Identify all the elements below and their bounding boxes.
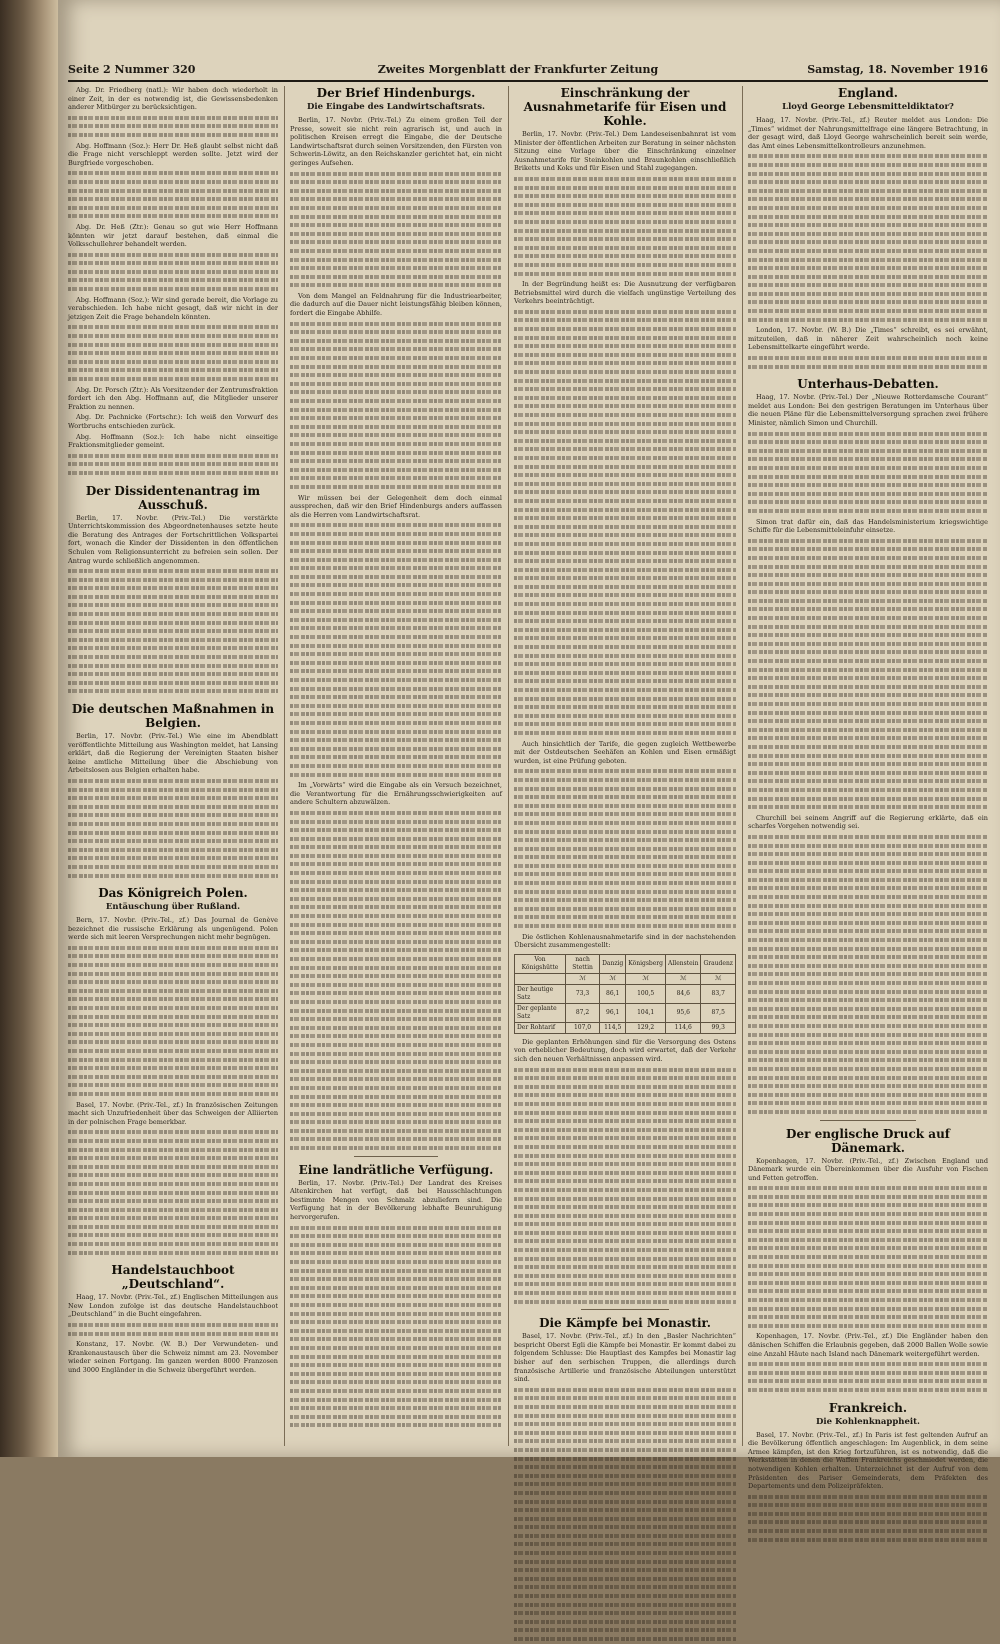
column-2 bbox=[290, 86, 502, 1446]
article-paragraph: Von dem Mangel an Feldnahrung für die Industriearbeiter, die dadurch auf die Dauer nicht leistungsfähig bleiben können, fordert die Eingabe Abhilfe. bbox=[290, 291, 502, 318]
article-paragraph: Berlin, 17. Novbr. (Priv.-Tel.) Dem Landeseisenbahnrat ist vom Minister der öffentlichen Arbeiten zur Beratung in seiner nächsten Sitzung eine Vorlage über die Einschränkung einzelner Ausnahmetarife für Steinkohlen und Braunkohlen einschließlich Briketts und Koks und für Eisen und Stahl zugegangen. bbox=[514, 130, 736, 173]
table-header-cell: Graudenz bbox=[701, 954, 736, 973]
table-cell: 100,5 bbox=[626, 984, 666, 1003]
table-cell: 104,1 bbox=[626, 1003, 666, 1022]
article-paragraph: Abg. Hoffmann (Soz.): Ich habe nicht einseitige Fraktionsmitglieder gemeint. bbox=[68, 432, 278, 450]
text-lines bbox=[290, 320, 502, 492]
newspaper-title: Zweites Morgenblatt der Frankfurter Zeitung bbox=[377, 63, 659, 76]
table-cell: 87,2 bbox=[565, 1003, 599, 1022]
table-cell: 95,6 bbox=[666, 1003, 701, 1022]
headline-tariffs: Einschränkung der Ausnahmetarife für Eisen und Kohle. bbox=[523, 86, 727, 128]
text-lines bbox=[290, 521, 502, 779]
text-lines bbox=[290, 809, 502, 1153]
table-units-row bbox=[515, 973, 736, 984]
table-cell: 84,6 bbox=[666, 984, 701, 1003]
text-lines bbox=[68, 1321, 278, 1338]
headline-belgium: Die deutschen Maßnahmen in Belgien. bbox=[71, 702, 275, 730]
table-unit-cell: ℳ bbox=[666, 973, 701, 984]
text-lines bbox=[514, 308, 736, 738]
table-cell: 114,5 bbox=[600, 1022, 626, 1033]
text-lines bbox=[748, 1360, 988, 1394]
text-lines bbox=[68, 944, 278, 1099]
text-lines bbox=[290, 170, 502, 290]
column-3 bbox=[514, 86, 736, 1446]
text-lines bbox=[748, 1493, 988, 1545]
coal-tariff-table bbox=[514, 954, 736, 1034]
table-cell: Der geplante Satz bbox=[515, 1003, 566, 1022]
article-paragraph: Haag, 17. Novbr. (Priv.-Tel., zf.) Englischen Mitteilungen aus New London zufolge ist das deutsche Handelstauchboot „Deutschland“ in die Bucht eingefahren. bbox=[68, 1293, 278, 1319]
article-paragraph: Abg. Dr. Friedberg (natl.): Wir haben doch wiederholt in einer Zeit, in der es notwendig ist, die Gewissensbedenken anderer Mitbürger zu berücksichtigen. bbox=[68, 86, 278, 112]
article-paragraph: London, 17. Novbr. (W. B.) Die „Times“ schreibt, es sei erwähnt, mitzuteilen, daß in näherer Zeit wahrscheinlich noch keine Lebensmittelkarte eingeführt werde. bbox=[748, 326, 988, 352]
table-header-cell: Allenstein bbox=[666, 954, 701, 973]
text-lines bbox=[290, 1224, 502, 1430]
article-paragraph: Berlin, 17. Novbr. (Priv.-Tel.) Die verstärkte Unterrichtskommission des Abgeordnetenhauses setzte heute die Beratung des Antrages der Fortschrittlichen Volkspartei fort, wonach die Kinder der Dissidenten in den öffentlichen Schulen vom Religionsunterricht zu befreien sein sollen. Der Antrag wurde schließlich angenommen. bbox=[68, 513, 278, 565]
article-paragraph: Haag, 17. Novbr. (Priv.-Tel.) Der „Nieuwe Rotterdamsche Courant“ meldet aus London: Bei den gestrigen Beratungen im Unterhaus über die neuen Pläne für die Lebensmittelversorgung sprachen zwei frühere Minister, nämlich Simon und Churchill. bbox=[748, 393, 988, 427]
table-unit-cell: ℳ bbox=[701, 973, 736, 984]
table-row bbox=[515, 1022, 736, 1033]
table-header-cell: Danzig bbox=[600, 954, 626, 973]
table-unit-cell: ℳ bbox=[565, 973, 599, 984]
table-unit-cell bbox=[515, 973, 566, 984]
masthead-rule bbox=[68, 80, 988, 82]
table-row bbox=[515, 984, 736, 1003]
headline-monastir: Die Kämpfe bei Monastir. bbox=[539, 1316, 711, 1331]
table-cell: Der heutige Satz bbox=[515, 984, 566, 1003]
text-lines bbox=[68, 777, 278, 880]
table-header-cell: Von Königshütte bbox=[515, 954, 566, 973]
text-lines bbox=[514, 175, 736, 278]
headline-denmark: Der englische Druck auf Dänemark. bbox=[786, 1126, 950, 1155]
article-paragraph: Im „Vorwärts“ wird die Eingabe als ein Versuch bezeichnet, die Verantwortung für die Ernährungsschwierigkeiten auf andere Schultern abzuwälzen. bbox=[290, 781, 502, 807]
article-paragraph: Wir müssen bei der Gelegenheit dem doch einmal aussprechen, daß wir den Brief Hindenburgs anders auffassen als die Herren vom Landwirtschaftsrat. bbox=[290, 493, 502, 519]
section-rule bbox=[820, 1120, 916, 1121]
headline-submarine: Handelstauchboot „Deutschland“. bbox=[111, 1263, 235, 1292]
table-cell: 107,0 bbox=[565, 1022, 599, 1033]
article-paragraph: Churchill bei seinem Angriff auf die Regierung erklärte, daß ein scharfes Vorgehen notwendig sei. bbox=[748, 813, 988, 831]
table-cell: 73,3 bbox=[565, 984, 599, 1003]
section-rule bbox=[581, 1309, 670, 1310]
column-divider bbox=[508, 86, 509, 1446]
text-lines bbox=[68, 114, 278, 140]
table-cell: 99,3 bbox=[701, 1022, 736, 1033]
article-paragraph: Berlin, 17. Novbr. (Priv.-Tel.) Der Landrat des Kreises Altenkirchen hat verfügt, daß bei Hausschlachtungen bestimmte Mengen von Schmalz abzuliefern sind. Die Verfügung hat in der Bevölkerung lebhafte Beunruhigung hervorgerufen. bbox=[290, 1178, 502, 1222]
section-rule bbox=[354, 1156, 439, 1157]
headline-dissidents: Der Dissidentenantrag im Ausschuß. bbox=[85, 483, 261, 512]
table-unit-cell: ℳ bbox=[600, 973, 626, 984]
headline-decree: Eine landrätliche Verfügung. bbox=[298, 1162, 494, 1177]
article-paragraph: Die östlichen Kohlenausnahmetarife sind in der nachstehenden Übersicht zusammengestellt: bbox=[514, 932, 736, 950]
subheadline-lloyd-george: Lloyd George Lebensmitteldiktator? bbox=[782, 102, 954, 112]
text-lines bbox=[748, 1184, 988, 1330]
headline-england: England. bbox=[838, 86, 898, 100]
article-paragraph: Basel, 17. Novbr. (Priv.-Tel., zf.) In Paris ist fest geltenden Aufruf an die Bevölkerung öffentlich angeschlagen: Im Augenblick, in dem seine Armee kämpfen, ist den Krieg fortzuführen, ist es notwendig, daß die Werkstätten in denen die Waffen Frankreichs geschmiedet werden, die notwendigen Kohlen erhalten. Unterzeichnet ist der Aufruf von dem Präsidenten des Pariser Gemeinderats, dem Präfekten des Departements und dem Polizeipräfekten. bbox=[748, 1430, 988, 1491]
article-paragraph: Haag, 17. Novbr. (Priv.-Tel., zf.) Reuter meldet aus London: Die „Times“ widmet der Nahrungsmittelfrage eine längere Betrachtung, in der gesagt wird, daß Lloyd George wahrscheinlich bereit sein werde, das Amt eines Lebensmittelkontrolleurs anzunehmen. bbox=[748, 116, 988, 150]
subheadline-poland: Entäuschung über Rußland. bbox=[105, 902, 241, 913]
issue-date: Samstag, 18. November 1916 bbox=[807, 63, 988, 76]
article-paragraph: Kopenhagen, 17. Novbr. (Priv.-Tel., zf.) Zwischen England und Dänemark wurde ein Übereinkommen über die Ausfuhr von Fischen und Fetten getroffen. bbox=[748, 1156, 988, 1182]
text-lines bbox=[748, 152, 988, 324]
article-paragraph: Simon trat dafür ein, daß das Handelsministerium kriegswichtige Schiffe für die Lebensmitteleinfuhr einsetze. bbox=[748, 517, 988, 535]
article-paragraph: Basel, 17. Novbr. (Priv.-Tel., zf.) In französischen Zeitungen macht sich Unzufriedenheit über das Schweigen der Alliierten in der polnischen Frage bemerkbar. bbox=[68, 1100, 278, 1126]
table-cell: Der Rohtarif bbox=[515, 1022, 566, 1033]
article-paragraph: Basel, 17. Novbr. (Priv.-Tel., zf.) In den „Basler Nachrichten“ bespricht Oberst Egli die Kämpfe bei Monastir. Er kommt dabei zu folgendem Schlusse: Die Hauptlast des Kampfes bei Monastir lag bisher auf den serbischen Truppen, die allerdings durch französische Artillerie und französische Abteilungen unterstützt sind. bbox=[514, 1332, 736, 1384]
table-cell: 114,6 bbox=[666, 1022, 701, 1033]
column-1 bbox=[68, 86, 278, 1446]
text-lines bbox=[68, 169, 278, 221]
text-lines bbox=[514, 1066, 736, 1307]
book-binding-edge bbox=[0, 0, 58, 1457]
newspaper-page bbox=[58, 0, 1000, 1491]
text-lines bbox=[514, 1386, 736, 1644]
headline-hindenburg: Der Brief Hindenburgs. bbox=[316, 86, 476, 100]
newspaper-sheet bbox=[58, 0, 1000, 1491]
text-lines bbox=[748, 430, 988, 516]
article-paragraph: Abg. Dr. Heß (Ztr.): Genau so gut wie Herr Hoffmann könnten wir jetzt darauf bestehen, daß einmal die Volksschullehrer behandelt werden. bbox=[68, 222, 278, 249]
table-header-cell: Königsberg bbox=[626, 954, 666, 973]
article-paragraph: Abg. Hoffmann (Soz.): Herr Dr. Heß glaubt selbst nicht daß die Frage nicht verschleppt werden sollte. Jetzt wird der Burgfriede vorgeschoben. bbox=[68, 141, 278, 167]
article-paragraph: Abg. Hoffmann (Soz.): Wir sind gerade bereit, die Vorlage zu verabschieden. Ich habe nicht gesagt, daß wir nicht in der jetzigen Zeit die Frage behandeln könnten. bbox=[68, 295, 278, 321]
text-lines bbox=[68, 567, 278, 696]
table-cell: 86,1 bbox=[600, 984, 626, 1003]
table-cell: 87,5 bbox=[701, 1003, 736, 1022]
column-divider bbox=[284, 86, 285, 1446]
table-header-cell: nach Stettin bbox=[565, 954, 599, 973]
table-unit-cell: ℳ bbox=[626, 973, 666, 984]
text-lines bbox=[68, 323, 278, 383]
article-paragraph: Berlin, 17. Novbr. (Priv.-Tel.) Wie eine im Abendblatt veröffentlichte Mitteilung aus Washington meldet, hat Lansing erklärt, daß die Regierung der Vereinigten Staaten bisher keine amtliche Mitteilung über die Abschiebung von Arbeitslosen aus Belgien erhalten habe. bbox=[68, 732, 278, 775]
text-lines bbox=[68, 1128, 278, 1257]
text-lines bbox=[748, 354, 988, 371]
subheadline-hindenburg: Die Eingabe des Landwirtschaftsrats. bbox=[307, 102, 485, 112]
table-cell: 83,7 bbox=[701, 984, 736, 1003]
article-paragraph: Kopenhagen, 17. Novbr. (Priv.-Tel., zf.) Die Engländer haben den dänischen Schiffen die Erlaubnis gegeben, daß 2000 Ballen Wolle sowie eine Anzahl Häute nach Island nach Dänemark weitergeführt werden. bbox=[748, 1332, 988, 1358]
article-paragraph: Abg. Dr. Pachnicke (Fortschr.): Ich weiß den Vorwurf des Wortbruchs entschieden zurück. bbox=[68, 413, 278, 430]
table-cell: 96,1 bbox=[600, 1003, 626, 1022]
article-paragraph: Konstanz, 17. Novbr. (W. B.) Der Verwundeten- und Krankenaustausch über die Schweiz nimmt am 23. November wieder seinen Fortgang. Im ganzen werden 8000 Franzosen und 3000 Engländer in die Schweiz übergeführt werden. bbox=[68, 1340, 278, 1374]
article-paragraph: Bern, 17. Novbr. (Priv.-Tel., zf.) Das Journal de Genève bezeichnet die russische Erklärung als ungenügend. Polen werde sich mit leeren Versprechungen nicht mehr begnügen. bbox=[68, 916, 278, 942]
table-row bbox=[515, 1003, 736, 1022]
article-paragraph: In der Begründung heißt es: Die Ausnutzung der verfügbaren Betriebsmittel wird durch die vielfach ungünstige Verteilung des Verkehrs beeinträchtigt. bbox=[514, 280, 736, 306]
table-header-row bbox=[515, 954, 736, 973]
article-paragraph: Die geplanten Erhöhungen sind für die Versorgung des Ostens von erheblicher Bedeutung, doch wird erwartet, daß der Verkehr sich den neuen Verhältnissen anpassen wird. bbox=[514, 1037, 736, 1063]
text-lines bbox=[68, 452, 278, 478]
article-paragraph: Abg. Dr. Porsch (Ztr.): Als Vorsitzender der Zentrumsfraktion fordert ich den Abg. Hoffmann auf, die Mitglieder unserer Fraktion zu nennen. bbox=[68, 385, 278, 411]
page-number: Seite 2 Nummer 320 bbox=[68, 63, 196, 76]
table-cell: 129,2 bbox=[626, 1022, 666, 1033]
article-paragraph: Auch hinsichtlich der Tarife, die gegen zugleich Wettbewerbe mit der Ostdeutschen Seehäfen an Kohlen und Eisen ermäßigt wurden, ist eine Prüfung geboten. bbox=[514, 739, 736, 765]
headline-commons: Unterhaus-Debatten. bbox=[797, 377, 939, 392]
text-lines bbox=[68, 251, 278, 294]
subheadline-coal-shortage: Die Kohlenknappheit. bbox=[815, 1416, 920, 1427]
column-divider bbox=[742, 86, 743, 1446]
article-paragraph: Berlin, 17. Novbr. (Priv.-Tel.) Zu einem großen Teil der Presse, soweit sie nicht rein agrarisch ist, und auch in politischen Kreisen erregt die Eingabe, die der Deutsche Landwirtschaftsrat durch seinen Vorsitzenden, den Fürsten von Schwerin-Löwitz, an den Reichskanzler gerichtet hat, ein nicht geringes Aufsehen. bbox=[290, 116, 502, 167]
headline-poland: Das Königreich Polen. bbox=[98, 886, 248, 901]
text-lines bbox=[748, 537, 988, 812]
text-lines bbox=[748, 833, 988, 1117]
masthead bbox=[68, 60, 988, 80]
column-4 bbox=[748, 86, 988, 1491]
headline-france: Frankreich. bbox=[828, 1400, 908, 1415]
text-lines bbox=[514, 767, 736, 930]
